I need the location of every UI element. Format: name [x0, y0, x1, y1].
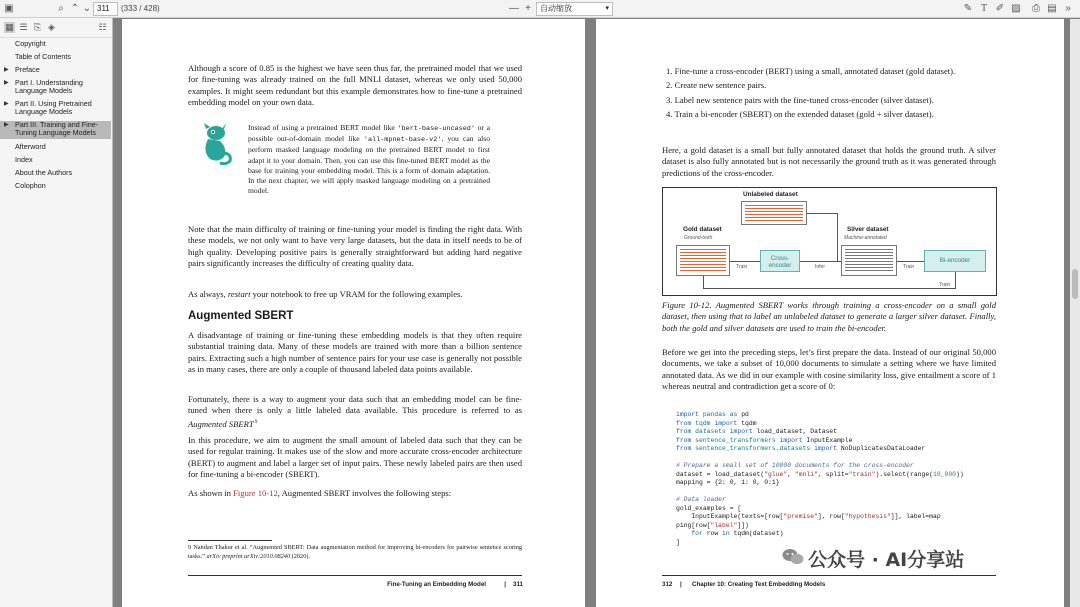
wechat-icon [782, 548, 804, 566]
watermark-text: 公众号 · AI分享站 [808, 549, 965, 571]
paragraph-gold-silver: Here, a gold dataset is a small but fully annotated dataset that holds the ground truth. A silver dataset is also fully annotated but is not necessarily the ground truth as it was generated through predictions of the cross-encoder. [662, 145, 996, 178]
footnote: 9 Nandan Thakur et al. “Augmented SBERT: Data augmentation method for improving bi-encoders for pairwise sentence scoring tasks.” arXiv preprint arXiv:2010.08240 (2020). [188, 544, 522, 560]
arrow-infer [800, 261, 841, 262]
footer-rule-right [662, 575, 996, 576]
outline-item[interactable] [0, 169, 111, 179]
arrow-train-3 [703, 288, 955, 289]
zoom-select-value: 自动缩放 [540, 4, 572, 13]
paragraph-6: In this procedure, we aim to augment the small amount of labeled data such that they can be used for regular training. It makes use of the slow and more accurate cross-encoder architecture (BERT) to augment and label a larger set of input pairs. These newly labeled pairs are then used for fine-tuning a bi-encoder (SBERT). [188, 435, 522, 479]
text-tool-icon[interactable]: T [980, 3, 988, 14]
bi-encoder-box: Bi-encoder [924, 250, 986, 272]
sidebar-toggle-icon[interactable]: ▣ [4, 3, 14, 14]
more-icon[interactable]: » [1065, 3, 1071, 14]
silver-dataset-sublabel: Machine-annotated [844, 235, 887, 241]
code-line-11: for row in tqdm(dataset) [676, 530, 784, 537]
code-comment-1: # Prepare a small set of 10000 documents for the cross-encoder [676, 462, 914, 469]
footer-title: Fine-Tuning an Embedding Model [387, 581, 486, 588]
code-line-3: from datasets import load_dataset, Dataset [676, 428, 838, 435]
code-comment-2: # Data loader [676, 496, 726, 503]
gold-dataset-label: Gold dataset [683, 226, 722, 233]
step-4: 4. Train a bi-encoder (SBERT) on the extended dataset (gold + silver dataset). [666, 108, 934, 119]
outline-item[interactable] [0, 66, 111, 76]
arrow-train-2 [897, 261, 924, 262]
unlabeled-dataset-box [741, 201, 807, 225]
footer-separator-right: | [680, 581, 682, 588]
code-line-2: from tqdm import tqdm [676, 419, 757, 427]
scrollbar-thumb[interactable] [1072, 269, 1078, 299]
tip-code-2: 'all-mpnet-base-v2' [363, 136, 442, 145]
step-2: 2. Create new sentence pairs. [666, 80, 767, 91]
outline-item[interactable] [0, 182, 111, 192]
save-icon[interactable]: ▤ [1047, 3, 1057, 14]
tip-raccoon-icon [196, 123, 236, 165]
sidebar-tabs [0, 18, 112, 38]
outline-item[interactable] [0, 156, 111, 166]
zoom-in-button[interactable]: + [525, 3, 531, 14]
footer-separator: | [504, 581, 506, 588]
code-line-1: import pandas as pd [676, 411, 749, 418]
paragraph-2: Note that the main difficulty of training or fine-tuning your model is finding the right data. With these models, we not only want to have very large datasets, but the data in itself needs to be of high quality. Developing positive pairs is generally straightforward but adding hard negative pairs significantly increases the difficulty of creating quality data. [188, 224, 522, 268]
expand-caret-icon[interactable]: ▶ [4, 101, 9, 107]
step-1: 1. Fine-tune a cross-encoder (BERT) using a small, annotated dataset (gold dataset). [666, 66, 956, 76]
outline-item-label: Part III. Training and Fine-Tuning Language Models [15, 120, 99, 137]
paragraph-1: Although a score of 0.85 is the highest we have seen thus far, the pretrained model that we used for fine-tuning was already trained on the full MNLI dataset, whereas we only used 50,000 examples. It might seem redundant but this example demonstrates how to fine-tune a pretrained embedding model on your own data. [188, 63, 522, 107]
toolbar [0, 0, 1080, 18]
train-label-3: Train [939, 282, 951, 288]
draw-icon[interactable]: ✐ [995, 3, 1005, 14]
page-count: (333 / 428) [121, 4, 160, 13]
previous-page-icon[interactable]: ⌃ [70, 3, 80, 14]
outline-item[interactable] [0, 143, 111, 153]
silver-dataset-box [841, 245, 897, 276]
chevron-down-icon: ▾ [605, 5, 609, 12]
code-line-12: ] [676, 538, 680, 546]
code-block [676, 411, 964, 547]
outline-item-label: Afterword [15, 142, 46, 151]
expand-caret-icon[interactable]: ▶ [4, 122, 9, 128]
code-line-4: from sentence_transformers import InputExample [676, 436, 853, 444]
outline-item-label: Index [15, 155, 33, 164]
arrow-unlabeled-out [807, 213, 837, 214]
footer-page-number-right: 312 [662, 581, 673, 588]
gold-dataset-sublabel: Ground-truth [684, 235, 713, 241]
outline-item-label: About the Authors [15, 168, 73, 177]
arrow-gold-down [703, 276, 704, 288]
zoom-select[interactable] [536, 2, 613, 16]
cross-encoder-box: Cross-encoder [760, 250, 800, 272]
search-icon[interactable]: ⌕ [58, 3, 64, 14]
zoom-out-button[interactable]: — [509, 3, 519, 14]
tip-text: Instead of using a pretrained BERT model like 'bert-base-uncased' or a possible out-of-domain model like 'all-mpnet-base-v2', you can also perform masked language modeling on the pretrained BERT model to first adapt it to your domain. Then, you can use this fine-tuned BERT model as the base for training your embedding model. This is a form of domain adaptation. In the next chapter, we will apply masked language modeling on a pretrained model. [248, 123, 490, 196]
layers-icon[interactable]: ◈ [48, 22, 55, 32]
arrow-train-1 [730, 261, 760, 262]
figure-link[interactable]: Figure 10-12 [233, 488, 278, 498]
gold-dataset-box [676, 245, 730, 276]
code-line-10: ping[row["label"]]) [676, 521, 749, 529]
code-line-5: from sentence_transformers.datasets import NoDuplicatesDataLoader [676, 445, 926, 452]
next-page-icon[interactable]: ⌄ [82, 3, 92, 14]
print-icon[interactable]: ⎙ [1032, 3, 1040, 14]
paragraph-prepare-data: Before we get into the preceding steps, let’s first prepare the data. Instead of our original 50,000 documents, we take a subset of 10,000 documents to simulate a setting where we have limited annotated data. As we did in our example with cosine similarity loss, give entailment a score of 1 whereas neutral and contradiction get a score of 0: [662, 347, 996, 391]
outline-item[interactable] [0, 100, 111, 118]
silver-dataset-label: Silver dataset [847, 226, 889, 233]
code-line-6: dataset = load_dataset("glue", "mnli", split="train").select(range(10_000)) [676, 470, 964, 478]
outline-item-label: Colophon [15, 181, 46, 190]
expand-caret-icon[interactable]: ▶ [4, 67, 9, 73]
outline-item-label: Preface [15, 65, 40, 74]
footer-chapter-title: Chapter 10: Creating Text Embedding Models [692, 581, 826, 588]
paragraph-3: As always, restart your notebook to free up VRAM for the following examples. [188, 289, 463, 299]
paragraph-7: As shown in Figure 10-12, Augmented SBERT involves the following steps: [188, 488, 452, 498]
paragraph-5: Fortunately, there is a way to augment your data such that an embedding model can be fine-tuned when there is only a little labeled data available. This procedure is referred to as Augmented $SBERT^{.9}$ [188, 394, 522, 429]
train-label-1: Train [736, 264, 748, 270]
steps-list [666, 66, 996, 120]
paragraph-4: A disadvantage of training or fine-tuning these embedding models is that they often require substantial training data. Many of these models are trained with more than a billion sentence pairs. Extracting such a high number of sentence pairs for your use case is generally not possible as in many cases, there are only a couple of thousand labeled data points available. [188, 330, 522, 374]
outline-icon[interactable]: ☰ [19, 22, 28, 32]
step-3: 3. Label new sentence pairs with the fine-tuned cross-encoder (silver dataset). [666, 94, 934, 105]
outline-item-label: Table of Contents [15, 52, 71, 61]
code-line-8: gold_examples = [ [676, 504, 742, 512]
figure-10-12 [662, 187, 997, 296]
footer-page-number: 311 [513, 581, 523, 588]
outline-item-label: Copyright [15, 39, 46, 48]
page-number-input[interactable]: 311 [93, 2, 118, 16]
find-in-outline-icon[interactable]: ☷ [98, 22, 107, 32]
attachments-icon[interactable]: ⎘ [33, 22, 42, 32]
page-311 [122, 19, 585, 607]
outline-item[interactable] [0, 40, 111, 50]
arrow-bi-up [955, 272, 956, 289]
infer-label: Infer [815, 264, 826, 270]
outline-item[interactable] [0, 121, 111, 139]
outline-item[interactable] [0, 79, 111, 97]
outline-sidebar [0, 18, 113, 607]
thumbnails-icon[interactable]: ▦ [5, 22, 14, 32]
footer-rule [188, 575, 522, 576]
outline-item[interactable] [0, 53, 111, 63]
figure-caption: Figure 10-12. Augmented SBERT works through training a cross-encoder on a small gold dataset, then using that to label an unlabeled dataset to generate a larger silver dataset. Finally, both the gold and silver datasets are used to train the bi-encoder. [662, 300, 996, 333]
outline-item-label: Part I. Understanding Language Models [15, 78, 83, 95]
outline-item-label: Part II. Using Pretrained Language Models [15, 99, 92, 116]
arrow-unlabeled-down [837, 213, 838, 261]
page-312 [596, 19, 1064, 607]
code-line-7: mapping = {2: 0, 1: 0, 0:1} [676, 479, 780, 486]
expand-caret-icon[interactable]: ▶ [4, 80, 9, 86]
image-icon[interactable]: ▨ [1011, 3, 1021, 14]
train-label-2: Train [903, 264, 915, 270]
unlabeled-dataset-label: Unlabeled dataset [743, 191, 798, 198]
footnote-divider [188, 540, 272, 541]
tip-code-1: 'bert-base-uncased' [397, 125, 475, 133]
highlight-icon[interactable]: ✎ [963, 3, 973, 14]
vertical-scrollbar[interactable] [1070, 19, 1080, 607]
code-line-9: InputExample(texts=[row["premise"], row["hypothesis"]], label=map [676, 513, 941, 520]
section-heading: Augmented SBERT [188, 310, 294, 322]
